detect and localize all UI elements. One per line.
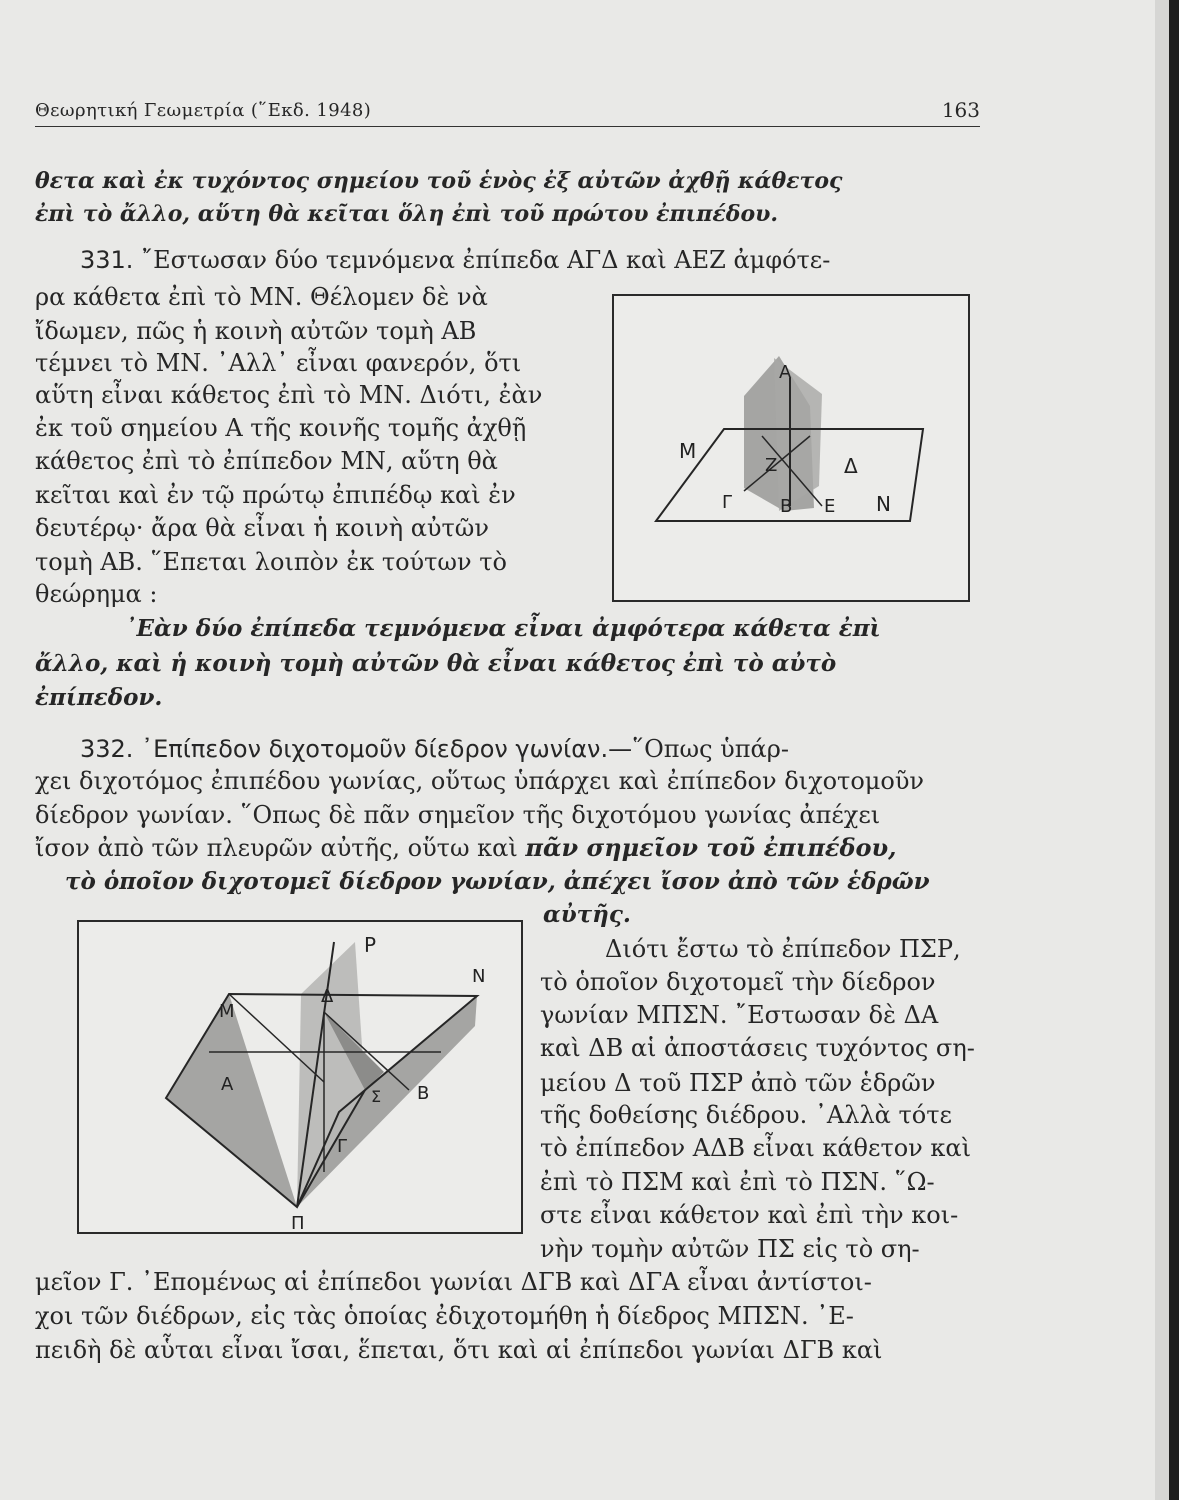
s331-line-4: τέμνει τὸ ΜΝ. ᾿Αλλ᾿ εἶναι φανερόν, ὅτι bbox=[35, 349, 522, 377]
page-number: 163 bbox=[941, 98, 980, 122]
s331-line-2: ρα κάθετα ἐπὶ τὸ ΜΝ. Θέλομεν δὲ νὰ bbox=[35, 283, 488, 311]
s332-line-19: πειδὴ δὲ αὗται εἶναι ἴσαι, ἕπεται, ὅτι καὶ αἱ ἐπίπεδοι γωνίαι ΔΓΒ καὶ bbox=[35, 1336, 883, 1364]
s332-line-16: νὴν τομὴν αὐτῶν ΠΣ εἰς τὸ ση- bbox=[540, 1235, 920, 1263]
fig2-label-s: Σ bbox=[371, 1087, 382, 1106]
s331-line-9: δευτέρῳ· ἄρα θὰ εἶναι ἡ κοινὴ αὐτῶν bbox=[35, 514, 489, 542]
fig2-label-n: Ν bbox=[472, 966, 486, 987]
fig2-label-a: Α bbox=[221, 1074, 234, 1095]
s332-line-14: ἐπὶ τὸ ΠΣΜ καὶ ἐπὶ τὸ ΠΣΝ. ῞Ω- bbox=[540, 1168, 935, 1196]
s332-line-4-plain: ἴσον ἀπὸ τῶν πλευρῶν αὐτῆς, οὕτω καὶ bbox=[35, 834, 518, 862]
s331-line-8: κεῖται καὶ ἐν τῷ πρώτῳ ἐπιπέδῳ καὶ ἐν bbox=[35, 481, 516, 509]
fig1-label-a: Α bbox=[779, 362, 792, 383]
intro-line-1: θετα καὶ ἐκ τυχόντος σημείου τοῦ ἑνὸς ἐξ αὐτῶν ἀχθῇ κάθετος bbox=[35, 168, 843, 194]
face-mps bbox=[166, 994, 297, 1207]
s332-line-15: στε εἶναι κάθετον καὶ ἐπὶ τὴν κοι- bbox=[540, 1201, 959, 1229]
s332-line-4 bbox=[35, 832, 897, 864]
s332-line-18: χοι τῶν διέδρων, εἰς τὰς ὁποίας ἐδιχοτομήθη ἡ δίεδρος ΜΠΣΝ. ᾿Ε- bbox=[35, 1302, 854, 1330]
s331-line-5: αὕτη εἶναι κάθετος ἐπὶ τὸ ΜΝ. Διότι, ἐὰν bbox=[35, 381, 543, 409]
fig2-label-r: Ρ bbox=[364, 933, 377, 957]
theorem-line-2: ἄλλο, καὶ ἡ κοινὴ τομὴ αὐτῶν θὰ εἶναι κάθετος ἐπὶ τὸ αὐτὸ bbox=[35, 650, 837, 677]
s331-first-line bbox=[80, 244, 830, 276]
s332-line-3: δίεδρον γωνίαν. ῞Οπως δὲ πᾶν σημεῖον τῆς διχοτόμου γωνίας ἀπέχει bbox=[35, 801, 881, 829]
fig2-label-g: Γ bbox=[337, 1136, 348, 1157]
s331-line-6: ἐκ τοῦ σημείου Α τῆς κοινῆς τομῆς ἀχθῇ bbox=[35, 414, 527, 442]
fig2-label-p: Π bbox=[291, 1213, 305, 1232]
s332-line-8: τὸ ὁποῖον διχοτομεῖ τὴν δίεδρον bbox=[540, 968, 936, 996]
s331-line-7: κάθετος ἐπὶ τὸ ἐπίπεδον ΜΝ, αὕτη θὰ bbox=[35, 447, 498, 475]
s332-line-4-bold: πᾶν σημεῖον τοῦ ἐπιπέδου, bbox=[525, 833, 897, 862]
fig1-label-e: Ε bbox=[824, 496, 836, 517]
theorem-line-3: ἐπίπεδον. bbox=[35, 684, 163, 711]
fig1-label-g: Γ bbox=[722, 492, 733, 513]
fig2-label-d: Δ bbox=[321, 986, 334, 1007]
s331-line-1: ῎Εστωσαν δύο τεμνόμενα ἐπίπεδα ΑΓΔ καὶ ΑΕΖ ἀμφότε- bbox=[141, 246, 831, 274]
s332-line-2: χει διχοτόμος ἐπιπέδου γωνίας, οὕτως ὑπάρχει καὶ ἐπίπεδον διχοτομοῦν bbox=[35, 767, 925, 795]
figure-331 bbox=[612, 294, 970, 602]
fig1-label-b: Β bbox=[780, 496, 793, 517]
page-edge bbox=[1169, 0, 1179, 1500]
s332-line-13: τὸ ἐπίπεδον ΑΔΒ εἶναι κάθετον καὶ bbox=[540, 1134, 972, 1162]
fig2-label-b: Β bbox=[417, 1083, 430, 1104]
fig1-label-n: Ν bbox=[876, 492, 891, 516]
s331-line-11: θεώρημα : bbox=[35, 580, 158, 608]
fig1-label-d: Δ bbox=[844, 454, 858, 478]
s332-line-5: τὸ ὁποῖον διχοτομεῖ δίεδρον γωνίαν, ἀπέχει ἴσον ἀπὸ τῶν ἑδρῶν bbox=[65, 868, 930, 895]
intro-line-2: ἐπὶ τὸ ἄλλο, αὕτη θὰ κεῖται ὅλη ἐπὶ τοῦ πρώτου ἐπιπέδου. bbox=[35, 201, 779, 227]
section-332-heading: ᾿Επίπεδον διχοτομοῦν δίεδρον γωνίαν.— bbox=[141, 735, 633, 763]
figure-332-drawing bbox=[79, 922, 521, 1232]
s331-line-10: τομὴ ΑΒ. ῞Επεται λοιπὸν ἐκ τούτων τὸ bbox=[35, 548, 507, 576]
s332-line-9: γωνίαν ΜΠΣΝ. ῎Εστωσαν δὲ ΔΑ bbox=[540, 1001, 939, 1029]
s331-line-3: ἴδωμεν, πῶς ἡ κοινὴ αὐτῶν τομὴ ΑΒ bbox=[35, 317, 477, 345]
s332-line-10: καὶ ΔΒ αἱ ἀποστάσεις τυχόντος ση- bbox=[540, 1034, 975, 1062]
header-title: Θεωρητική Γεωμετρία (῞Εκδ. 1948) bbox=[35, 100, 372, 121]
s332-line-7: Διότι ἔστω τὸ ἐπίπεδον ΠΣΡ, bbox=[605, 935, 961, 963]
section-331-number: 331. bbox=[80, 246, 134, 274]
s332-line-11: μείου Δ τοῦ ΠΣΡ ἀπὸ τῶν ἑδρῶν bbox=[540, 1069, 936, 1097]
fig1-label-z: Ζ bbox=[765, 455, 778, 476]
theorem-line-1: ᾿Εὰν δύο ἐπίπεδα τεμνόμενα εἶναι ἀμφότερα κάθετα ἐπὶ bbox=[125, 615, 881, 642]
figure-332 bbox=[77, 920, 523, 1234]
section-332-number: 332. bbox=[80, 735, 134, 763]
s332-line-12: τῆς δοθείσης διέδρου. ᾿Αλλὰ τότε bbox=[540, 1101, 952, 1129]
s332-line-6: αὐτῆς. bbox=[543, 901, 631, 928]
fig1-label-m: Μ bbox=[679, 439, 697, 463]
s332-line-17: μεῖον Γ. ᾿Επομένως αἱ ἐπίπεδοι γωνίαι ΔΓΒ καὶ ΔΓΑ εἶναι ἀντίστοι- bbox=[35, 1268, 872, 1296]
fig2-label-m: Μ bbox=[219, 1001, 235, 1022]
s332-line-1: ῞Οπως ὑπάρ- bbox=[632, 735, 789, 763]
figure-331-drawing bbox=[614, 296, 968, 600]
running-header bbox=[35, 96, 980, 127]
page-binding-shadow bbox=[1155, 0, 1169, 1500]
s332-first-line bbox=[80, 733, 789, 765]
